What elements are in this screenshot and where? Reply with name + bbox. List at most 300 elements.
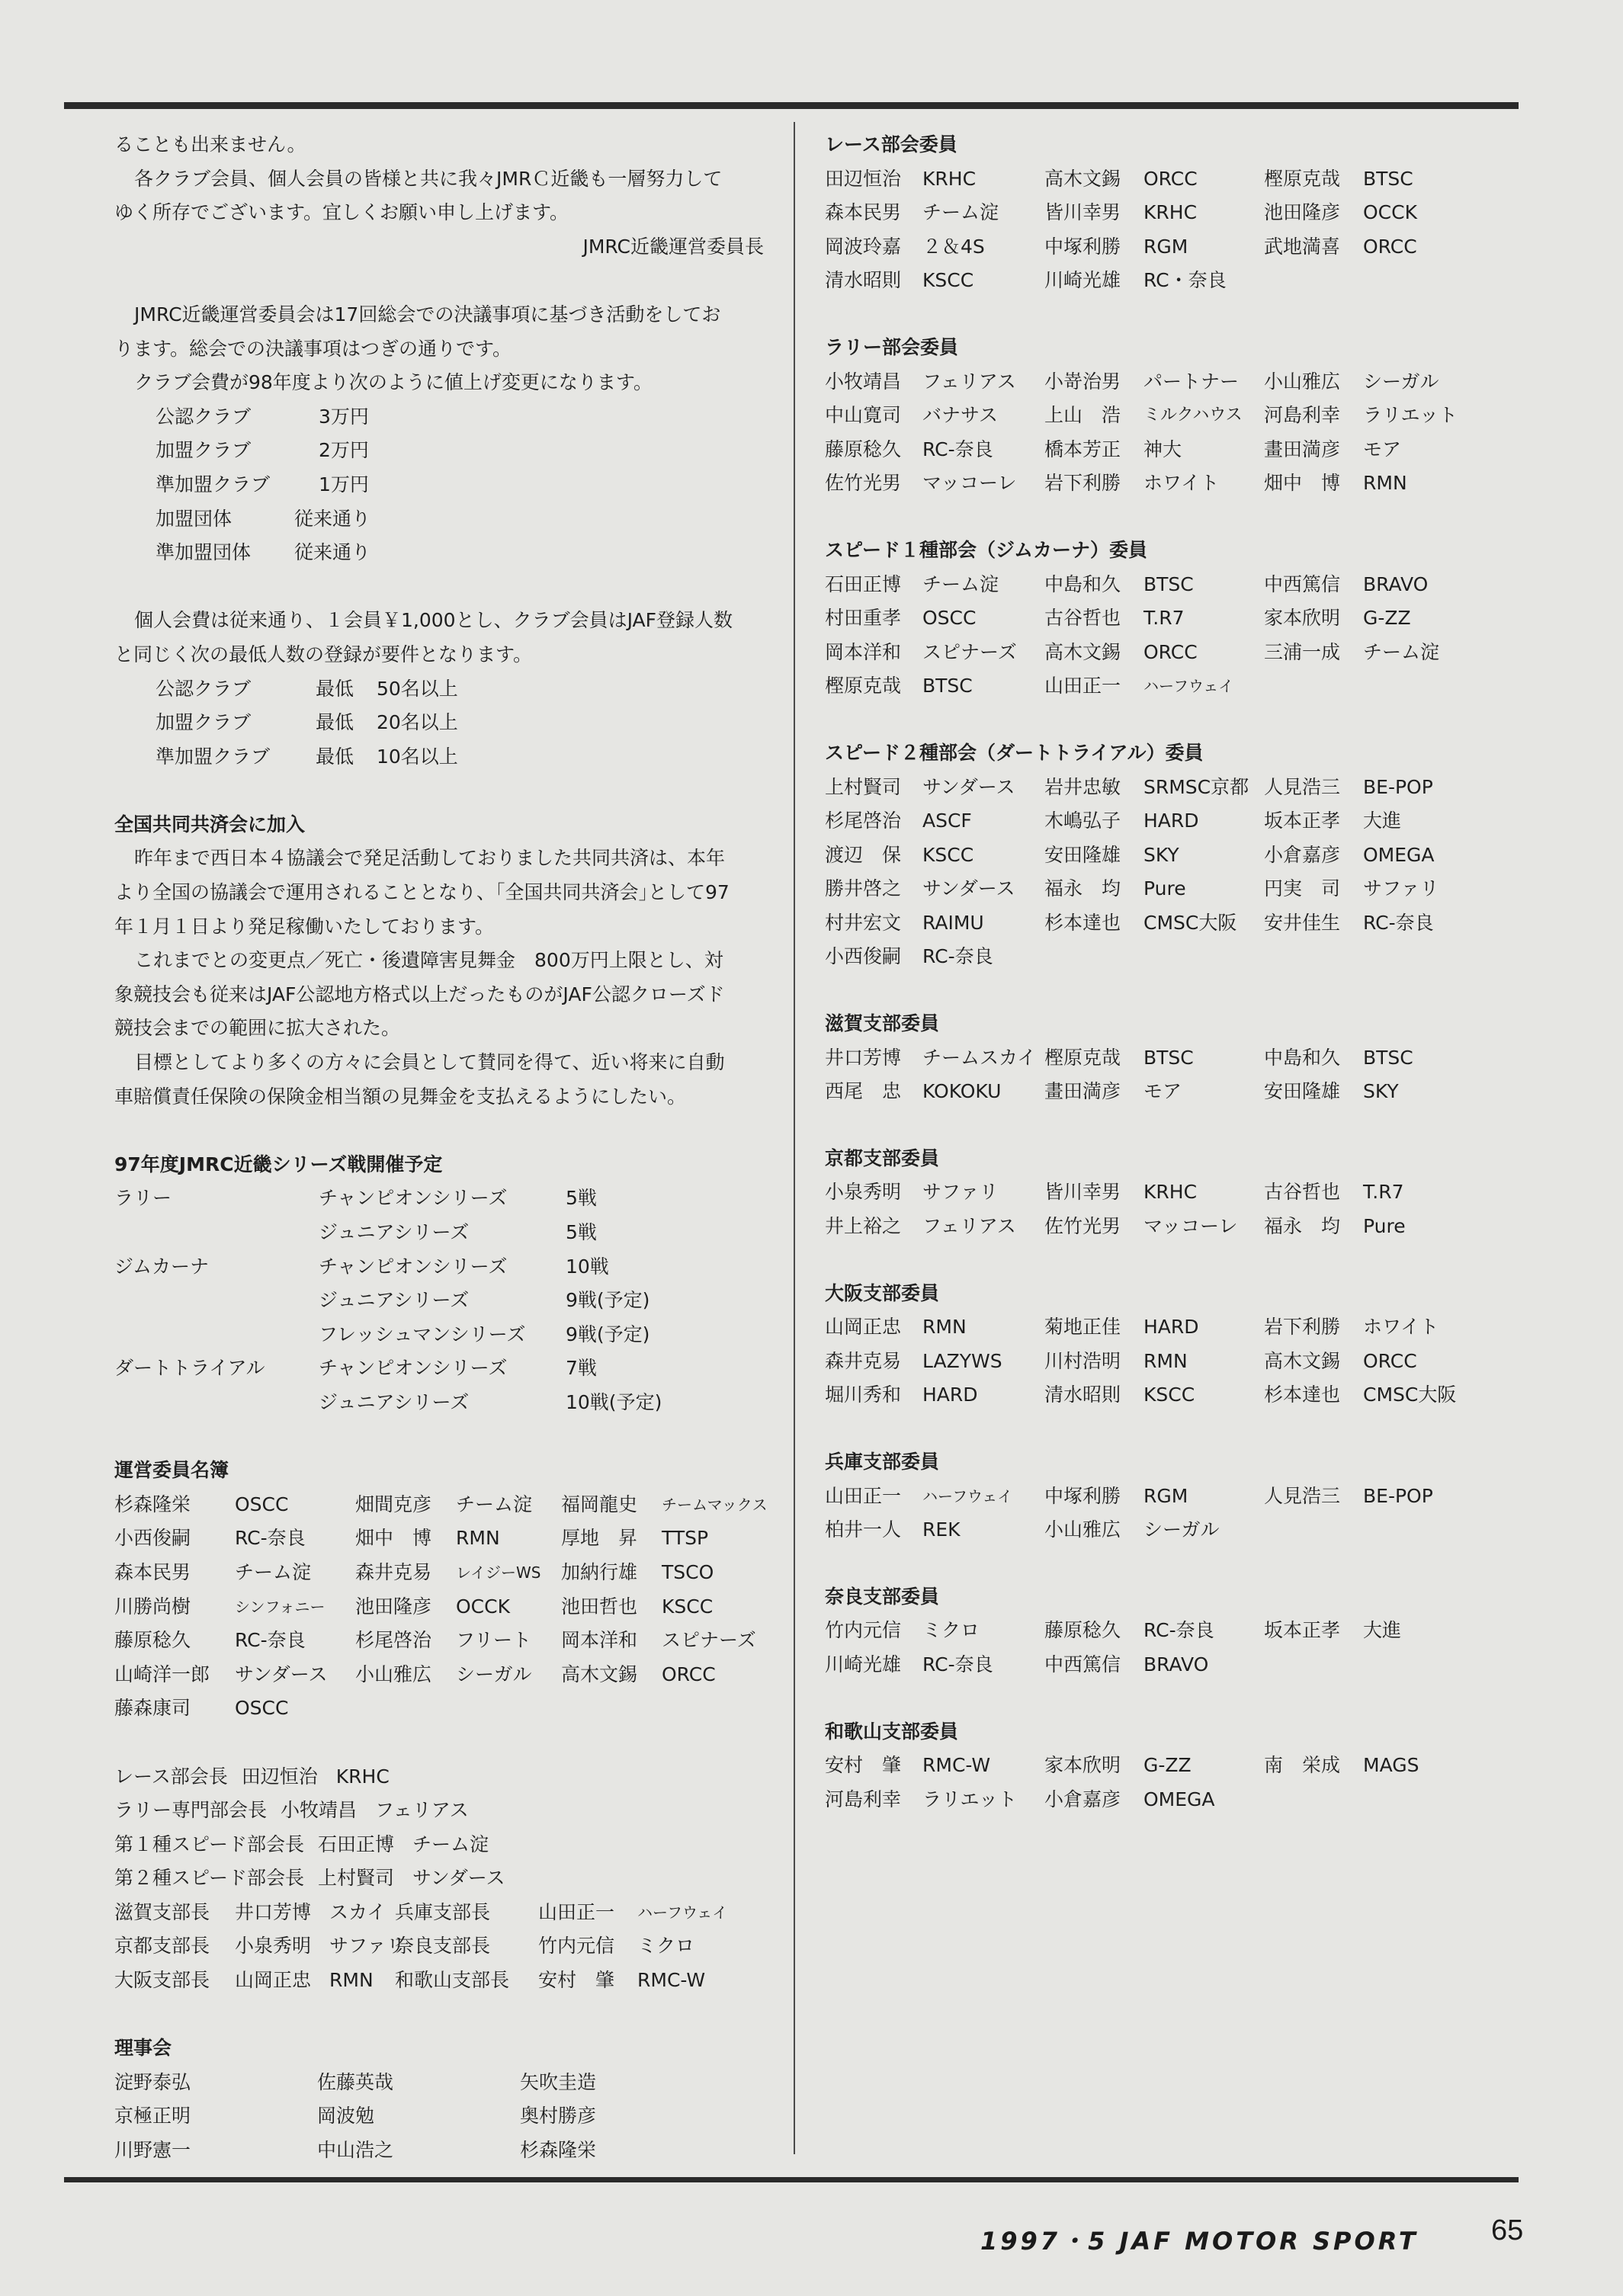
committee-heading: 京都支部委員 [825, 1146, 940, 1169]
committee-row [825, 230, 1496, 265]
member-name: 佐竹光男 [1044, 1215, 1121, 1238]
member-name: 三浦一成 [1264, 640, 1341, 663]
member-name: 小倉嘉彦 [1264, 843, 1341, 866]
fee-label: 公認クラブ [156, 405, 252, 428]
member-club: チーム淀 [922, 201, 999, 224]
member-name: 南 栄成 [1264, 1754, 1341, 1777]
member-name: 川村浩明 [1044, 1349, 1121, 1372]
member-club: BE-POP [1363, 775, 1433, 798]
member-name: 森井克易 [825, 1349, 902, 1372]
minimum-row [114, 706, 770, 740]
member-name: 古谷哲也 [1264, 1181, 1341, 1204]
magazine-title: 1997・5 JAF MOTOR SPORT [980, 2227, 1419, 2256]
member-club: KRHC [1143, 1181, 1198, 1204]
committee-row [825, 196, 1496, 230]
minimum-value: 10名以上 [377, 745, 458, 768]
member-club: REK [922, 1518, 961, 1541]
member-club: HARD [1143, 1316, 1199, 1339]
member-name: 河島利幸 [825, 1788, 902, 1810]
member-club: RGM [1143, 235, 1188, 258]
member-club: OMEGA [1363, 843, 1435, 866]
member-club: ASCF [922, 810, 972, 832]
member-club: ホワイト [1363, 1316, 1439, 1339]
member-name: 橋本芳正 [1044, 438, 1121, 460]
para-line: ります。総会での決議事項はつぎの通りです。 [114, 337, 512, 360]
member-name: 清水昭則 [825, 269, 902, 292]
para-line: JMRC近畿運営委員会は17回総会での決議事項に基づき活動をしてお [134, 303, 721, 325]
board-row: 川野憲一 中山浩之 杉森隆栄 [114, 2139, 597, 2162]
member-club: KSCC [1143, 1384, 1195, 1406]
intro-line: 各クラブ会員、個人会員の皆様と共に我々JMRＣ近畿も一層努力して [134, 167, 723, 190]
member-name: 福永 均 [1044, 877, 1121, 900]
kyosai-line: 競技会までの範囲に拡大された。 [114, 1017, 401, 1040]
member-club: ミクロ [922, 1619, 980, 1642]
leader-row: ラリー専門部会長 小牧靖昌 フェリアス [114, 1799, 469, 1822]
member-name [1264, 1783, 1363, 1817]
committee-row [825, 1783, 1496, 1817]
committee-row [825, 568, 1496, 602]
member-name: 小倉嘉彦 [1044, 1788, 1121, 1810]
column-divider [794, 122, 795, 2154]
member-name: 渡辺 保 [825, 843, 902, 866]
branch-heads-table [114, 1896, 770, 1998]
committee-row [825, 1210, 1496, 1244]
member-club: MAGS [1363, 1754, 1419, 1777]
member-club: RC-奈良 [922, 945, 993, 968]
right-column [825, 128, 1496, 1817]
member-name: 高木文錫 [1264, 1349, 1341, 1372]
member-club: サンダース [922, 877, 1015, 900]
fee-row [114, 502, 770, 537]
fee-label: 準加盟クラブ [156, 473, 271, 495]
committee-row [825, 467, 1496, 501]
member-club: ミルクハウス [1143, 406, 1243, 425]
member-club: ハーフウェイ [1143, 677, 1234, 696]
member-name: 中山寛司 [825, 404, 902, 427]
committee-row [825, 1513, 1496, 1547]
member-club: CMSC大阪 [1143, 911, 1237, 934]
member-name: 中塚利勝 [1044, 235, 1121, 258]
member-club: KSCC [922, 843, 974, 866]
member-name: 竹内元信 [825, 1619, 902, 1642]
intro-line: ゆく所存でございます。宜しくお願い申し上げます。 [114, 201, 569, 224]
committee-row [825, 804, 1496, 839]
member-club: G-ZZ [1363, 607, 1411, 630]
series-row: ジムカーナ チャンピオンシリーズ 10戦 [114, 1255, 609, 1278]
member-club: スピナーズ [922, 640, 1017, 663]
board-heading: 理事会 [114, 2037, 172, 2060]
fee-table [114, 400, 770, 570]
committee-heading: ラリー部会委員 [825, 335, 959, 358]
committee-row [825, 1075, 1496, 1109]
member-club: KOKOKU [922, 1080, 1002, 1103]
kyosai-line: 象競技会も従来はJAF公認地方格式以上だったものがJAF公認クローズド [114, 983, 725, 1005]
member-name: 小牧靖昌 [825, 370, 902, 393]
member-name: 田辺恒治 [825, 167, 902, 190]
member-club: HARD [1143, 810, 1199, 832]
fee-label: 準加盟団体 [156, 541, 252, 564]
member-name: 安村 肇 [825, 1754, 902, 1777]
member-club: CMSC大阪 [1363, 1384, 1457, 1406]
series-heading: 97年度JMRC近畿シリーズ戦開催予定 [114, 1153, 443, 1175]
fee-row [114, 468, 770, 502]
member-club: ラリエット [1363, 404, 1458, 427]
member-name: 杉尾啓治 [825, 810, 902, 832]
signature: JMRC近畿運営委員長 [582, 235, 764, 258]
member-club: バナサス [922, 404, 999, 427]
fee-value: 3万円 [319, 405, 369, 428]
top-rule [64, 102, 1519, 109]
member-name: 柏井一人 [825, 1518, 902, 1541]
member-club: OSCC [922, 607, 977, 630]
member-club: フェリアス [922, 1215, 1016, 1238]
member-row: 藤原稔久 RC-奈良 杉尾啓治 フリート 岡本洋和 スピナーズ [114, 1629, 756, 1652]
committee-heading: 滋賀支部委員 [825, 1012, 940, 1035]
member-name: 木嶋弘子 [1044, 810, 1121, 832]
member-name: 藤原稔久 [1044, 1619, 1121, 1642]
member-name: 樫原克哉 [1044, 1046, 1121, 1069]
member-name: 山田正一 [1044, 675, 1121, 697]
left-column [114, 128, 770, 2168]
member-name: 円実 司 [1264, 877, 1341, 900]
series-row: ダートトライアル チャンピオンシリーズ 7戦 [114, 1357, 597, 1380]
member-club: サファリ [1363, 877, 1439, 900]
member-club: サファリ [922, 1181, 999, 1204]
member-club: T.R7 [1143, 607, 1185, 630]
member-club: KSCC [922, 269, 974, 292]
member-club: シーガル [1143, 1518, 1220, 1541]
member-name: 岩下利勝 [1264, 1316, 1341, 1339]
member-name: 山田正一 [825, 1484, 902, 1507]
member-row: 森本民男 チーム淀 森井克易 レイジーWS 加納行雄 TSCO [114, 1560, 714, 1583]
member-club: BRAVO [1363, 572, 1429, 595]
committee-row [825, 1480, 1496, 1514]
member-name: 岡本洋和 [825, 640, 902, 663]
member-name: 中島和久 [1264, 1046, 1341, 1069]
member-name: 山岡正忠 [825, 1316, 902, 1339]
member-name: 西尾 忠 [825, 1080, 902, 1103]
fee-value: 従来通り [294, 507, 371, 530]
member-name: 清水昭則 [1044, 1384, 1121, 1406]
member-club: RMN [922, 1316, 967, 1339]
member-club: モア [1363, 438, 1402, 460]
minimum-value: 20名以上 [377, 711, 458, 734]
committee-row [825, 771, 1496, 805]
kyosai-line: 年１月１日より発足稼働いたしております。 [114, 915, 495, 938]
leader-row: レース部会長 田辺恒治 KRHC [114, 1765, 390, 1788]
member-club: G-ZZ [1143, 1754, 1192, 1777]
member-name: 皆川幸男 [1044, 201, 1121, 224]
member-name: 石田正博 [825, 572, 902, 595]
minimum-row [114, 672, 770, 707]
member-name [1264, 264, 1363, 298]
fee-row [114, 434, 770, 468]
member-club: BTSC [1143, 1046, 1194, 1069]
member-name: 川崎光雄 [1044, 269, 1121, 292]
minimum-label: 公認クラブ [156, 677, 252, 700]
minimum-value: 50名以上 [377, 677, 458, 700]
member-row: 川勝尚樹 シンフォニー 池田隆彦 OCCK 池田哲也 KSCC [114, 1595, 714, 1618]
member-club: BRAVO [1143, 1653, 1209, 1676]
kyosai-line: より全国の協議会で運用されることとなり、｢全国共同共済会｣として97 [114, 881, 730, 904]
para-line: クラブ会費が98年度より次のように値上げ変更になります。 [134, 371, 653, 394]
committee-row [825, 1041, 1496, 1076]
member-club: ORCC [1363, 235, 1417, 258]
para-line: 個人会費は従来通り、１会員￥1,000とし、クラブ会員はJAF登録人数 [134, 609, 733, 632]
member-club: チームスカイ [922, 1046, 1037, 1069]
member-name [1264, 1513, 1363, 1547]
member-club: BTSC [1143, 572, 1194, 595]
fee-label: 加盟団体 [156, 507, 233, 530]
minimum-label: 加盟クラブ [156, 711, 252, 734]
member-name: 小山雅広 [1044, 1518, 1121, 1541]
committee-heading: レース部会委員 [825, 133, 957, 156]
member-club: ORCC [1143, 640, 1198, 663]
kyosai-line: これまでとの変更点／死亡・後遺障害見舞金 800万円上限とし、対 [134, 949, 723, 972]
kyosai-line: 目標としてより多くの方々に会員として賛同を得て、近い将来に自動 [134, 1051, 725, 1074]
member-name: 人見浩三 [1264, 1484, 1341, 1507]
member-name: 安田隆雄 [1264, 1080, 1341, 1103]
member-club: BTSC [1363, 167, 1413, 190]
series-row: ラリー チャンピオンシリーズ 5戦 [114, 1187, 597, 1210]
branch-head-row: 大阪支部長 山岡正忠 RMN 和歌山支部長 安村 肇 RMC-W [114, 1969, 706, 1992]
member-club: 大進 [1363, 810, 1402, 832]
member-name: 杉本達也 [1264, 1384, 1341, 1406]
member-club: 大進 [1363, 1619, 1402, 1642]
minimum-word: 最低 [316, 677, 354, 700]
member-club: ORCC [1143, 167, 1198, 190]
committee-row [825, 433, 1496, 467]
leaders-table [114, 1760, 770, 1896]
member-name [1264, 669, 1363, 704]
member-club: RC-奈良 [1363, 911, 1434, 934]
member-club: ハーフウェイ [922, 1486, 1013, 1506]
member-club: RAIMU [922, 911, 984, 934]
committee-row [825, 162, 1496, 197]
fee-row [114, 400, 770, 435]
member-club: チーム淀 [922, 572, 999, 595]
series-row: ジュニアシリーズ 9戦(予定) [319, 1289, 650, 1312]
member-club: Pure [1363, 1215, 1406, 1238]
board-row: 京極正明 岡波勉 奥村勝彦 [114, 2105, 597, 2128]
kyosai-line: 車賠償責任保険の保険金相当額の見舞金を支払えるようにしたい。 [114, 1085, 687, 1108]
para-line: と同じく次の最低人数の登録が要件となります。 [114, 643, 533, 665]
series-row: ジュニアシリーズ 5戦 [319, 1221, 597, 1243]
member-name: 畫田満彦 [1264, 438, 1341, 460]
members-table [114, 1488, 770, 1726]
member-name [1264, 1648, 1363, 1682]
series-table [114, 1182, 770, 1419]
minimum-row [114, 740, 770, 774]
member-row: 小西俊嗣 RC-奈良 畑中 博 RMN 厚地 昇 TTSP [114, 1527, 709, 1550]
member-name: 村田重孝 [825, 607, 902, 630]
member-name: 上山 浩 [1044, 404, 1121, 427]
member-row: 山崎洋一郎 サンダース 小山雅広 シーガル 高木文錫 ORCC [114, 1663, 716, 1685]
committee-row [825, 1345, 1496, 1379]
member-name: 佐竹光男 [825, 472, 902, 495]
member-name: 畑中 博 [1264, 472, 1341, 495]
member-club: OCCK [1363, 201, 1417, 224]
member-club: ２＆4S [922, 235, 985, 258]
member-name: 安田隆雄 [1044, 843, 1121, 866]
member-club: モア [1143, 1080, 1182, 1103]
member-club: KRHC [1143, 201, 1198, 224]
member-name: 樫原克哉 [1264, 167, 1341, 190]
member-club: ORCC [1363, 1349, 1417, 1372]
member-name: 安井佳生 [1264, 911, 1341, 934]
member-name: 家本欣明 [1264, 607, 1341, 630]
member-club: RC-奈良 [922, 1653, 993, 1676]
minimum-label: 準加盟クラブ [156, 745, 271, 768]
member-name: 畫田満彦 [1044, 1080, 1121, 1103]
committee-row [825, 1175, 1496, 1210]
fee-label: 加盟クラブ [156, 439, 252, 462]
fee-value: 2万円 [319, 439, 369, 462]
committee-row [825, 1310, 1496, 1345]
committee-heading: 和歌山支部委員 [825, 1720, 959, 1743]
minimum-word: 最低 [316, 745, 354, 768]
member-club: ホワイト [1143, 472, 1220, 495]
committee-heading: 奈良支部委員 [825, 1585, 940, 1608]
committee-row [825, 636, 1496, 670]
member-name: 小泉秀明 [825, 1181, 902, 1204]
member-name: 井上裕之 [825, 1215, 902, 1238]
member-name: 菊地正佳 [1044, 1316, 1121, 1339]
member-club: SKY [1363, 1080, 1399, 1103]
bottom-rule [64, 2177, 1519, 2182]
member-club: シーガル [1363, 370, 1439, 393]
member-club: マッコーレ [922, 472, 1017, 495]
member-name: 小嵜治男 [1044, 370, 1121, 393]
member-club: T.R7 [1363, 1181, 1404, 1204]
member-club: フェリアス [922, 370, 1016, 393]
branch-head-row: 京都支部長 小泉秀明 サファリ 奈良支部長 竹内元信 ミクロ [114, 1935, 695, 1958]
kyosai-line: 昨年まで西日本４協議会で発足活動しておりました共同共済は、本年 [134, 847, 726, 870]
committee-row [825, 872, 1496, 906]
committee-row [825, 1749, 1496, 1783]
branch-head-row: 滋賀支部長 井口芳博 スカイ 兵庫支部長 山田正一 ハーフウェイ [114, 1900, 728, 1923]
committee-heading: スピード２種部会（ダートトライアル）委員 [825, 741, 1204, 764]
member-club: BTSC [1363, 1046, 1413, 1069]
member-club: LAZYWS [922, 1349, 1002, 1372]
member-club: KRHC [922, 167, 977, 190]
member-name: 武地満喜 [1264, 235, 1341, 258]
series-row: フレッシュマンシリーズ 9戦(予定) [319, 1323, 650, 1345]
member-club: HARD [922, 1384, 978, 1406]
fee-value: 1万円 [319, 473, 369, 495]
member-name: 樫原克哉 [825, 675, 902, 697]
member-club: ラリエット [922, 1788, 1018, 1810]
member-club: パートナー [1143, 370, 1240, 393]
member-name [1044, 940, 1143, 974]
committee-heading: スピード１種部会（ジムカーナ）委員 [825, 538, 1148, 561]
member-club: Pure [1143, 877, 1186, 900]
member-club: SRMSC京都 [1143, 775, 1249, 798]
committee-row [825, 1614, 1496, 1648]
member-name: 家本欣明 [1044, 1754, 1121, 1777]
fee-row [114, 536, 770, 570]
member-name: 村井宏文 [825, 911, 902, 934]
member-name: 井口芳博 [825, 1046, 902, 1069]
member-club: サンダース [922, 775, 1015, 798]
member-name: 勝井啓之 [825, 877, 902, 900]
minimum-table [114, 672, 770, 774]
member-name: 小西俊嗣 [825, 945, 902, 968]
member-name: 坂本正孝 [1264, 1619, 1341, 1642]
member-name: 高木文錫 [1044, 640, 1121, 663]
committee-row [825, 839, 1496, 873]
member-club: 神大 [1143, 438, 1182, 460]
member-row: 藤森康司 OSCC [114, 1697, 289, 1720]
leader-row: 第２種スピード部会長 上村賢司 サンダース [114, 1867, 505, 1890]
member-name [1264, 940, 1363, 974]
committee-row [825, 264, 1496, 298]
committee-row [825, 669, 1496, 704]
member-club: OMEGA [1143, 1788, 1215, 1810]
committee-row [825, 940, 1496, 974]
committee-row [825, 601, 1496, 636]
member-row: 杉森隆栄 OSCC 畑間克彦 チーム淀 福岡龍史 チームマックス [114, 1493, 768, 1515]
member-club: マッコーレ [1143, 1215, 1238, 1238]
fee-value: 従来通り [294, 541, 371, 564]
member-name: 坂本正孝 [1264, 810, 1341, 832]
member-club: RC-奈良 [1143, 1619, 1214, 1642]
committee-heading: 兵庫支部委員 [825, 1451, 940, 1473]
member-name: 中西篤信 [1044, 1653, 1121, 1676]
member-club: RC-奈良 [922, 438, 993, 460]
member-name: 森本民男 [825, 201, 902, 224]
member-club: チーム淀 [1363, 640, 1440, 663]
member-name: 堀川秀和 [825, 1384, 902, 1406]
member-name: 中島和久 [1044, 572, 1121, 595]
member-club: BE-POP [1363, 1484, 1433, 1507]
member-name: 川崎光雄 [825, 1653, 902, 1676]
board-row: 淀野泰弘 佐藤英哉 矢吹圭造 [114, 2070, 597, 2093]
member-name: 杉本達也 [1044, 911, 1121, 934]
member-club: RGM [1143, 1484, 1188, 1507]
member-name: 藤原稔久 [825, 438, 902, 460]
member-name: 古谷哲也 [1044, 607, 1121, 630]
intro-line: ることも出来ません。 [114, 133, 306, 156]
member-club: RMN [1143, 1349, 1188, 1372]
member-name: 高木文錫 [1044, 167, 1121, 190]
member-name: 河島利幸 [1264, 404, 1341, 427]
page-number: 65 [1491, 2214, 1524, 2246]
member-club: BTSC [922, 675, 973, 697]
kyosai-heading: 全国共同共済会に加入 [114, 813, 306, 835]
committee-heading: 大阪支部委員 [825, 1281, 940, 1304]
board-table [114, 2066, 770, 2168]
members-heading: 運営委員名簿 [114, 1459, 229, 1482]
leader-row: 第１種スピード部会長 石田正博 チーム淀 [114, 1833, 489, 1855]
member-name: 人見浩三 [1264, 775, 1341, 798]
member-name: 小山雅広 [1264, 370, 1341, 393]
committee-row [825, 1378, 1496, 1413]
minimum-word: 最低 [316, 711, 354, 734]
member-name: 中西篤信 [1264, 572, 1341, 595]
member-name: 中塚利勝 [1044, 1484, 1121, 1507]
member-name: 岩下利勝 [1044, 472, 1121, 495]
committee-row [825, 1648, 1496, 1682]
committee-row [825, 365, 1496, 399]
member-name: 上村賢司 [825, 775, 902, 798]
member-name: 皆川幸男 [1044, 1181, 1121, 1204]
member-name: 岡波玲嘉 [825, 235, 902, 258]
member-club: RC・奈良 [1143, 269, 1227, 292]
member-name: 福永 均 [1264, 1215, 1341, 1238]
series-row: ジュニアシリーズ 10戦(予定) [319, 1390, 662, 1413]
member-club: SKY [1143, 843, 1179, 866]
